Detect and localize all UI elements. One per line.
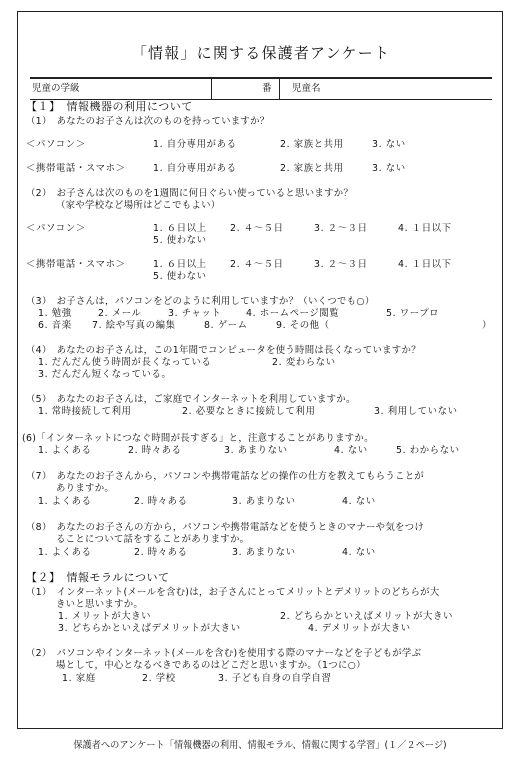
s1-q8-text2: ることについて話をすることがありますか。	[56, 534, 250, 545]
s1-q8-opt-1[interactable]: 1. よくある	[38, 547, 92, 558]
s1-q7-opt-3[interactable]: 3. あまりない	[232, 496, 296, 507]
s1-q6-opt-2[interactable]: 2. 時々ある	[128, 445, 182, 456]
s1-q1-text: （1） あなたのお子さんは次のものを持っていますか？	[26, 116, 270, 127]
s1-q7-opt-4[interactable]: 4. ない	[342, 496, 376, 507]
s1-q7-text: （7） あなたのお子さんから，パソコンや携帯電話などの操作の仕方を教えてもらうことが	[26, 471, 425, 482]
s1-q3-opt-3[interactable]: 3. チャット	[168, 308, 222, 319]
s1-q4-opt-2[interactable]: 2. 変わらない	[272, 357, 336, 368]
s2-q2-text: （2） パソコンやインターネット(メールを含む)を使用する際のマナーなどを子どもが学ぶ	[26, 648, 422, 659]
s1-q1-pc-opt-2[interactable]: 2. 家族と共用	[280, 139, 344, 150]
s1-q6-opt-1[interactable]: 1. よくある	[38, 445, 92, 456]
page-footer: 保護者へのアンケート「情報機器の利用、情報モラル、情報に関する学習」(１／２ページ)	[73, 740, 447, 751]
s1-q8-text: （8） あなたのお子さんの方から，パソコンや携帯電話などを使うときのマナーや気をつけ	[26, 522, 425, 533]
s1-q2-mobile-opt-3[interactable]: 3. ２～３日	[314, 259, 368, 270]
s1-q5-opt-1[interactable]: 1. 常時接続して利用	[38, 406, 132, 417]
s1-q2-mobile-opt-5[interactable]: 5. 使わない	[153, 271, 207, 282]
s1-q5-text: （5） あなたのお子さんは，ご家庭でインターネットを利用していますか。	[26, 394, 356, 405]
s1-q6-opt-4[interactable]: 4. ない	[334, 445, 368, 456]
s1-q3-opt-5[interactable]: 5. ワープロ	[386, 308, 440, 319]
s1-q1-pc-label: ＜パソコン＞	[26, 139, 86, 150]
s1-q1-mobile-opt-2[interactable]: 2. 家族と共用	[280, 163, 344, 174]
s1-q1-pc-opt-3[interactable]: 3. ない	[372, 139, 406, 150]
s1-q4-opt-3[interactable]: 3. だんだん短くなっている。	[38, 369, 172, 380]
s1-q6-opt-3[interactable]: 3. あまりない	[224, 445, 288, 456]
s1-q2-mobile-opt-2[interactable]: 2. ４～５日	[230, 259, 284, 270]
s1-q3-text: （3） お子さんは，パソコンをどのように利用していますか？（いくつでも○）	[26, 296, 375, 307]
student-info-row	[30, 77, 492, 100]
s1-q7-opt-2[interactable]: 2. 時々ある	[134, 496, 188, 507]
section-1-heading: 【１】 情報機器の利用について	[26, 100, 193, 113]
s1-q1-mobile-opt-3[interactable]: 3. ない	[372, 163, 406, 174]
s1-q2-mobile-opt-4[interactable]: 4. １日以下	[398, 259, 452, 270]
s1-q8-opt-3[interactable]: 3. あまりない	[232, 547, 296, 558]
s2-q2-text2: 場として，中心となるべきであるのはどこだと思いますか。（1つに○）	[56, 660, 366, 671]
s1-q3-opt-8[interactable]: 8. ゲーム	[204, 320, 248, 331]
questionnaire-page	[17, 11, 503, 729]
s1-q4-text: （4） あなたのお子さんは，この1年間でコンピュータを使う時間は長くなっていますか？	[26, 345, 421, 356]
divider	[279, 79, 280, 99]
s1-q7-text2: ありますか。	[56, 483, 115, 494]
s1-q2-pc-label: ＜パソコン＞	[26, 223, 86, 234]
s2-q2-opt-3[interactable]: 3. 子ども自身の自学自習	[218, 673, 332, 684]
number-label: 番	[262, 83, 272, 94]
section-2-heading: 【２】 情報モラルについて	[26, 571, 170, 584]
s1-q6-text: (6)「インターネットにつなぐ時間が長すぎる」と，注意することがありますか。	[22, 433, 374, 444]
class-label: 児童の学級	[32, 83, 80, 94]
divider	[211, 79, 212, 99]
s1-q4-opt-1[interactable]: 1. だんだん使う時間が長くなっている	[38, 357, 212, 368]
s1-q3-opt-4[interactable]: 4. ホームページ閲覧	[246, 308, 340, 319]
s1-q2-pc-opt-3[interactable]: 3. ２～３日	[314, 223, 368, 234]
s1-q5-opt-3[interactable]: 3. 利用していない	[374, 406, 458, 417]
s1-q1-mobile-opt-1[interactable]: 1. 自分専用がある	[153, 163, 237, 174]
s1-q3-opt-6[interactable]: 6. 音楽	[38, 320, 72, 331]
s1-q2-mobile-label: ＜携帯電話・スマホ＞	[26, 259, 126, 270]
s1-q7-opt-1[interactable]: 1. よくある	[38, 496, 92, 507]
s1-q2-pc-opt-4[interactable]: 4. １日以下	[398, 223, 452, 234]
s1-q3-opt-1[interactable]: 1. 勉強	[38, 308, 72, 319]
s1-q2-mobile-opt-1[interactable]: 1. ６日以上	[153, 259, 207, 270]
s2-q1-opt-4[interactable]: 4. デメリットが大きい	[308, 623, 411, 634]
s1-q1-pc-opt-1[interactable]: 1. 自分専用がある	[153, 139, 237, 150]
s1-q3-opt-9[interactable]: 9. その他（	[276, 320, 330, 331]
s1-q8-opt-2[interactable]: 2. 時々ある	[134, 547, 188, 558]
s2-q1-text: （1） インターネット(メールを含む)は，お子さんにとってメリットとデメリットのどちらが大	[26, 587, 440, 598]
s1-q3-opt-2[interactable]: 2. メール	[98, 308, 142, 319]
s2-q2-opt-2[interactable]: 2. 学校	[142, 673, 176, 684]
s1-q1-mobile-label: ＜携帯電話・スマホ＞	[26, 163, 126, 174]
name-label: 児童名	[292, 83, 321, 94]
s1-q6-opt-5[interactable]: 5. わからない	[396, 445, 460, 456]
s1-q2-pc-opt-1[interactable]: 1. ６日以上	[153, 223, 207, 234]
s2-q1-opt-3[interactable]: 3. どちらかといえばデメリットが大きい	[58, 623, 241, 634]
s2-q1-opt-1[interactable]: 1. メリットが大きい	[58, 611, 152, 622]
s1-q2-pc-opt-5[interactable]: 5. 使わない	[153, 235, 207, 246]
s1-q2-pc-opt-2[interactable]: 2. ４～５日	[230, 223, 284, 234]
s1-q2-text2: （家や学校など場所はどこでもよい）	[56, 200, 221, 211]
s2-q1-text2: きいと思いますか。	[56, 599, 144, 610]
s2-q1-opt-2[interactable]: 2. どちらかといえばメリットが大きい	[280, 611, 453, 622]
s1-q3-opt-7[interactable]: 7. 絵や写真の編集	[92, 320, 176, 331]
s2-q2-opt-1[interactable]: 1. 家庭	[62, 673, 96, 684]
s1-q5-opt-2[interactable]: 2. 必要なときに接続して利用	[182, 406, 316, 417]
s1-q2-text: （2） お子さんは次のものを1週間に何日ぐらい使っていると思いますか？	[26, 188, 354, 199]
s1-q3-close-paren: ）	[482, 320, 492, 331]
s1-q8-opt-4[interactable]: 4. ない	[342, 547, 376, 558]
page-title: 「情報」に関する保護者アンケート	[131, 44, 391, 62]
